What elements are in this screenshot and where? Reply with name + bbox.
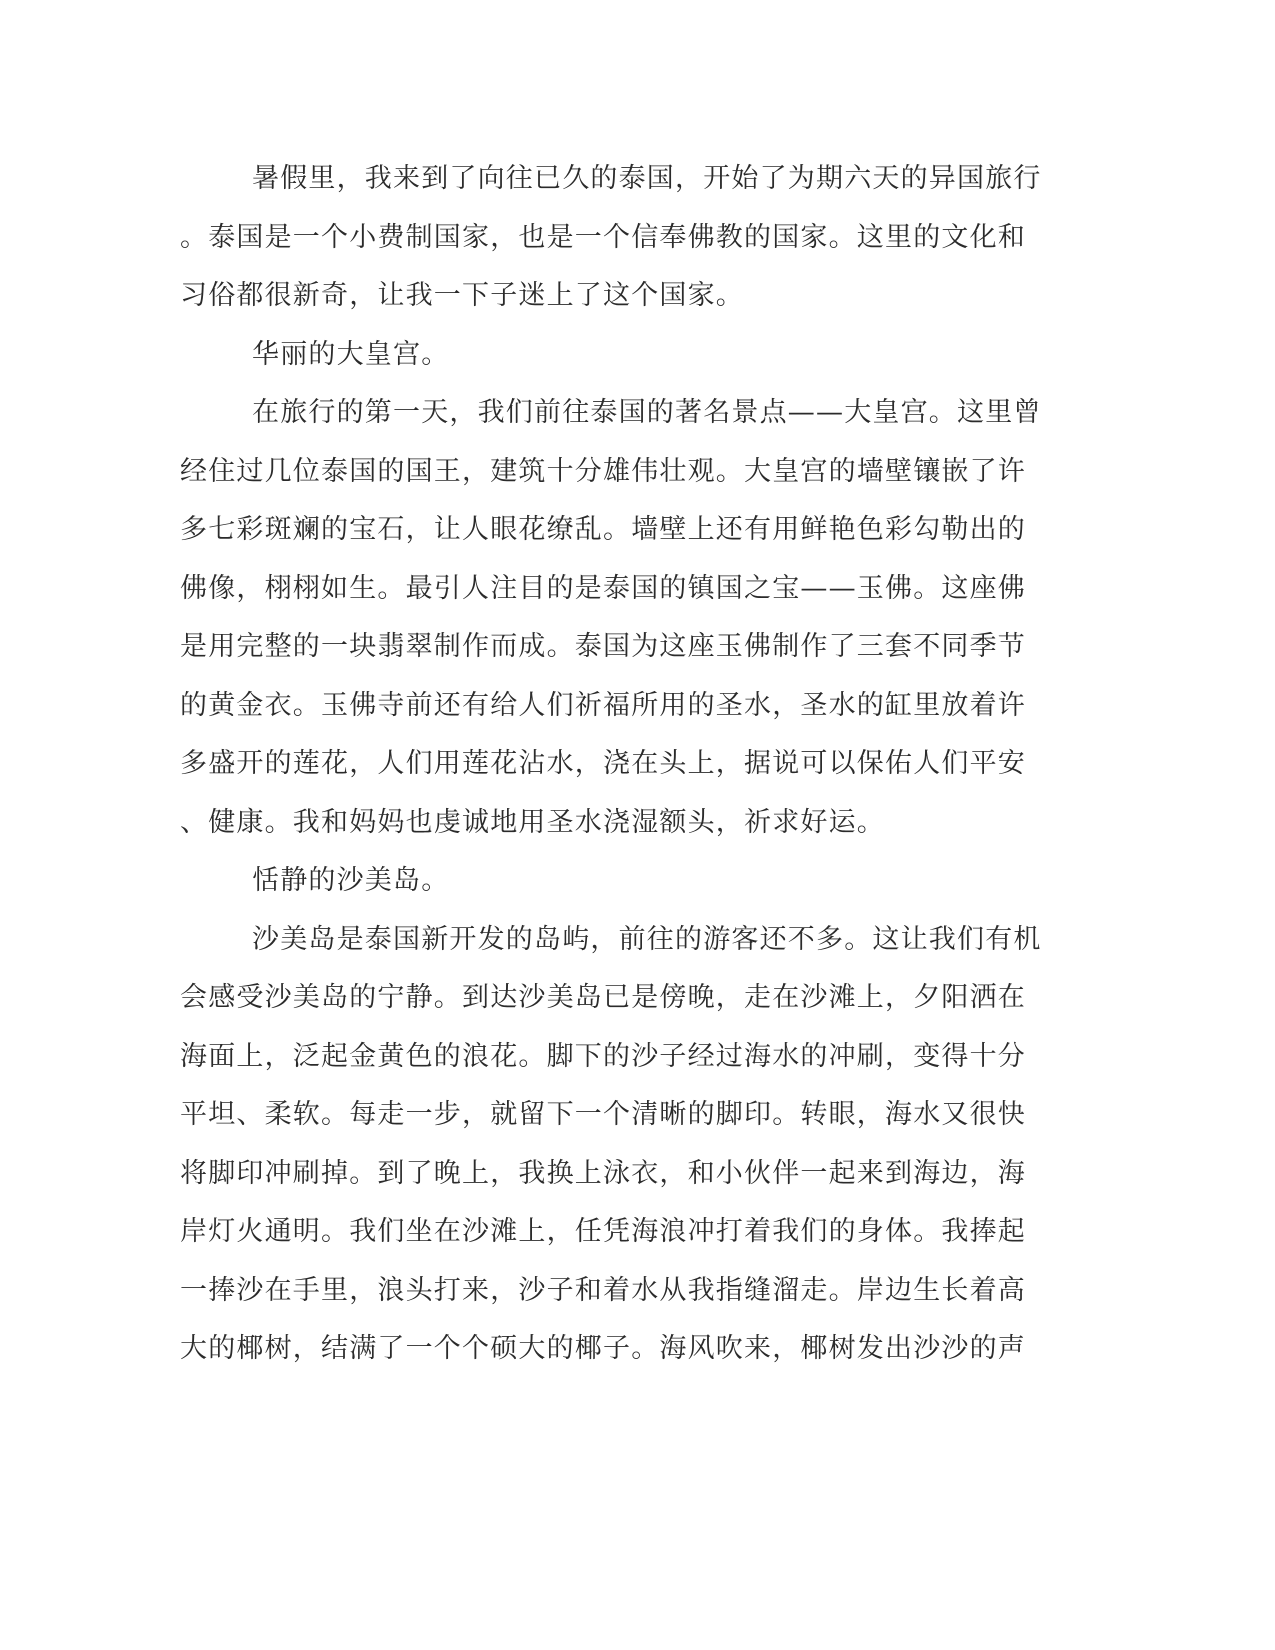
text-line: 暑假里，我来到了向往已久的泰国，开始了为期六天的异国旅行: [252, 163, 1042, 194]
text-line: 岸灯火通明。我们坐在沙滩上，任凭海浪冲打着我们的身体。我捧起: [180, 1216, 1026, 1247]
section-heading-samet-island: 恬静的沙美岛。: [252, 865, 450, 896]
text-line: 、健康。我和妈妈也虔诚地用圣水浇湿额头，祈求好运。: [180, 806, 885, 838]
text-line: 是用完整的一块翡翠制作而成。泰国为这座玉佛制作了三套不同季节: [180, 631, 1026, 662]
text-line: 平坦、柔软。每走一步，就留下一个清晰的脚印。转眼，海水又很快: [180, 1099, 1026, 1130]
text-line: 经住过几位泰国的国王，建筑十分雄伟壮观。大皇宫的墙壁镶嵌了许: [180, 455, 1026, 487]
section-heading-grand-palace: 华丽的大皇宫。: [252, 338, 450, 370]
text-line: 大的椰树，结满了一个个硕大的椰子。海风吹来，椰树发出沙沙的声: [180, 1333, 1026, 1364]
text-line: 一捧沙在手里，浪头打来，沙子和着水从我指缝溜走。岸边生长着高: [180, 1274, 1026, 1306]
text-line: 将脚印冲刷掉。到了晚上，我换上泳衣，和小伙伴一起来到海边，海: [180, 1157, 1026, 1189]
text-line: 多七彩斑斓的宝石，让人眼花缭乱。墙壁上还有用鲜艳色彩勾勒出的: [180, 514, 1026, 545]
text-line: 海面上，泛起金黄色的浪花。脚下的沙子经过海水的冲刷，变得十分: [180, 1040, 1026, 1072]
text-line: 会感受沙美岛的宁静。到达沙美岛已是傍晚，走在沙滩上，夕阳洒在: [180, 982, 1026, 1013]
text-line: 佛像，栩栩如生。最引人注目的是泰国的镇国之宝——玉佛。这座佛: [180, 572, 1026, 604]
text-line: 在旅行的第一天，我们前往泰国的著名景点——大皇宫。这里曾: [252, 397, 1042, 428]
text-line: 多盛开的莲花，人们用莲花沾水，浇在头上，据说可以保佑人们平安: [180, 748, 1026, 779]
text-line: 。泰国是一个小费制国家，也是一个信奉佛教的国家。这里的文化和: [180, 221, 1026, 253]
text-line: 习俗都很新奇，让我一下子迷上了这个国家。: [180, 280, 744, 311]
text-line: 沙美岛是泰国新开发的岛屿，前往的游客还不多。这让我们有机: [252, 923, 1042, 955]
text-line: 的黄金衣。玉佛寺前还有给人们祈福所用的圣水，圣水的缸里放着许: [180, 689, 1026, 721]
document-body: [180, 150, 1040, 1379]
